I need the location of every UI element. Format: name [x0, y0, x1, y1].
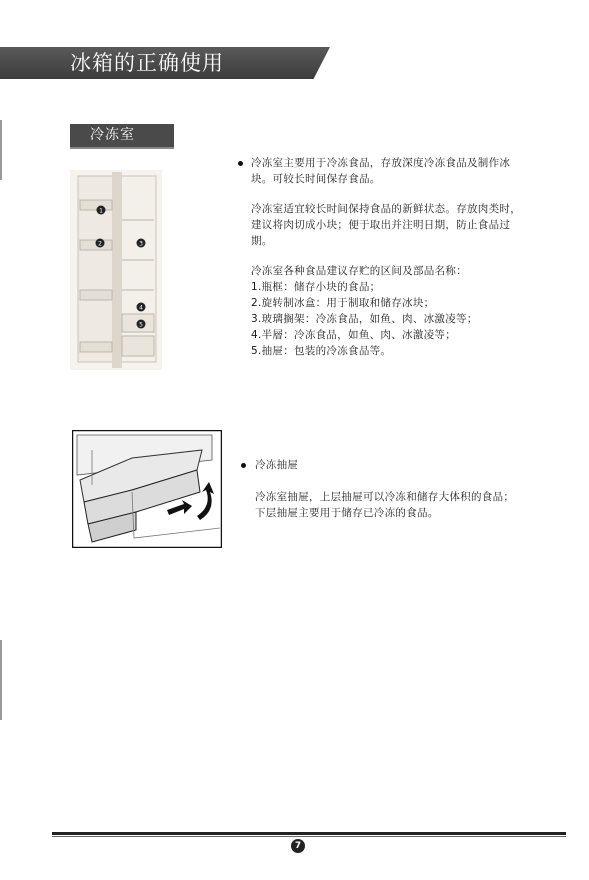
bullet: [238, 161, 243, 166]
freezer-description: [251, 155, 541, 359]
list-item: 3.玻璃搁架：冷冻食品，如鱼、肉、冰激凌等；: [251, 313, 478, 325]
storage-tip-line: 期。: [251, 235, 273, 247]
section-underline: [70, 147, 174, 149]
callout-label: 1: [99, 207, 103, 215]
drawer-description-line: 冷冻室抽屉，上层抽屉可以冷冻和储存大体积的食品；: [255, 491, 515, 503]
list-item: 4.半層：冷冻食品，如鱼、肉、冰激凌等；: [251, 329, 457, 341]
bullet: [241, 463, 246, 468]
drawer-heading: 冷冻抽屉: [255, 459, 299, 471]
drawer-description: [255, 489, 545, 521]
footer-rule: [52, 832, 566, 835]
callout-label: 5: [139, 321, 143, 329]
list-item: 2.旋转制冰盒：用于制取和储存冰块；: [251, 297, 435, 309]
page-edge-mark: [0, 640, 2, 720]
page-number: 7: [291, 839, 305, 853]
page-edge-mark: [0, 120, 2, 180]
callout-label: 4: [139, 304, 143, 312]
drawer-description-line: 下层抽屉主要用于储存已冷冻的食品。: [255, 507, 439, 519]
storage-tip-line: 建议将肉切成小块；便于取出并注明日期，防止食品过: [251, 219, 511, 231]
callout-label: 3: [139, 240, 143, 248]
drawer-illustration: [72, 430, 222, 548]
list-heading: 冷冻室各种食品建议存贮的区间及部品名称：: [251, 265, 467, 277]
list-item: 5.抽屉：包装的冷冻食品等。: [251, 345, 392, 357]
list-item: 1.瓶框：储存小块的食品；: [251, 281, 381, 293]
intro-line: 冷冻室主要用于冷冻食品，存放深度冷冻食品及制作冰: [251, 157, 511, 169]
footer-rule-thin: [52, 836, 566, 837]
storage-tip-line: 冷冻室适宜较长时间保持食品的新鲜状态。存放肉类时，: [251, 203, 521, 215]
section-title: 冷冻室: [70, 124, 174, 147]
page-title: 冰箱的正确使用: [70, 51, 224, 75]
freezer-illustration: [70, 170, 162, 370]
callout-label: 2: [98, 240, 102, 248]
intro-line: 块。可较长时间保存食品。: [251, 173, 381, 185]
